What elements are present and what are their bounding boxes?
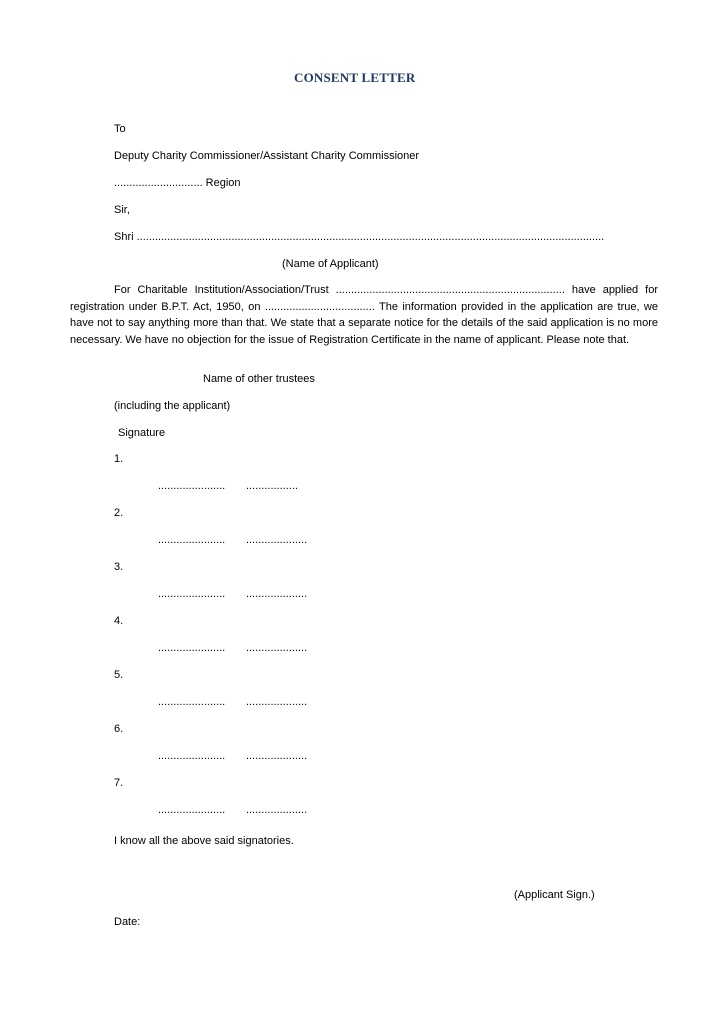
signatory-name-blank: ......................: [158, 588, 226, 600]
signatory-name-blank: ......................: [158, 750, 226, 762]
signatory-number: 2.: [114, 507, 124, 519]
signatory-number: 7.: [114, 777, 124, 789]
salutation: Sir,: [114, 204, 130, 216]
signatory-blank-row: [0, 480, 728, 494]
applicant-name-caption: (Name of Applicant): [282, 258, 379, 270]
signatory-sign-blank: .................: [246, 480, 298, 492]
signatory-name-blank: ......................: [158, 480, 226, 492]
signature-heading: Signature: [118, 427, 166, 439]
signatory-sign-blank: ....................: [246, 534, 308, 546]
addressee-line: Deputy Charity Commissioner/Assistant Charity Commissioner: [114, 150, 420, 162]
signatory-number: 5.: [114, 669, 124, 681]
trustees-heading: Name of other trustees: [203, 373, 315, 385]
signatory-number-row: [0, 723, 728, 737]
signatory-number-row: [0, 561, 728, 575]
including-applicant-note: (including the applicant): [114, 400, 231, 412]
date-line: Date:: [114, 916, 141, 928]
signatory-sign-blank: ....................: [246, 642, 308, 654]
signatory-number: 3.: [114, 561, 124, 573]
body-paragraph: For Charitable Institution/Association/Trust ........................................................................... have applied for registration under B.P.T. Act, 1950, on .................................... The information provided in the application are true, we have not to say anything more than that. We state that a separate notice for the details of the said application is no more necessary. We have no objection for the issue of Registration Certificate in the name of applicant. Please note that.: [70, 284, 658, 346]
signatory-name-blank: ......................: [158, 534, 226, 546]
applicant-name-line: Shri .........................................................................................................................................................: [114, 231, 605, 243]
signatory-name-blank: ......................: [158, 804, 226, 816]
signatory-name-blank: ......................: [158, 642, 226, 654]
signatory-blank-row: [0, 642, 728, 656]
signatory-name-blank: ......................: [158, 696, 226, 708]
signatory-sign-blank: ....................: [246, 696, 308, 708]
signatory-number: 4.: [114, 615, 124, 627]
signatory-number-row: [0, 453, 728, 467]
signatory-number: 1.: [114, 453, 124, 465]
signatory-blank-row: [0, 588, 728, 602]
closing-statement: I know all the above said signatories.: [114, 835, 294, 847]
signatory-number-row: [0, 669, 728, 683]
to-line: To: [114, 123, 126, 135]
signatory-blank-row: [0, 750, 728, 764]
signatory-sign-blank: ....................: [246, 588, 308, 600]
signatory-blank-row: [0, 534, 728, 548]
signatory-number: 6.: [114, 723, 124, 735]
signatory-blank-row: [0, 804, 728, 818]
signatory-sign-blank: ....................: [246, 750, 308, 762]
signatory-number-row: [0, 507, 728, 521]
signatory-number-row: [0, 777, 728, 791]
region-line: ............................. Region: [114, 177, 241, 189]
signatory-number-row: [0, 615, 728, 629]
applicant-sign-caption: (Applicant Sign.): [514, 889, 595, 901]
letter-title: CONSENT LETTER: [294, 70, 416, 85]
signatory-blank-row: [0, 696, 728, 710]
signatory-sign-blank: ....................: [246, 804, 308, 816]
